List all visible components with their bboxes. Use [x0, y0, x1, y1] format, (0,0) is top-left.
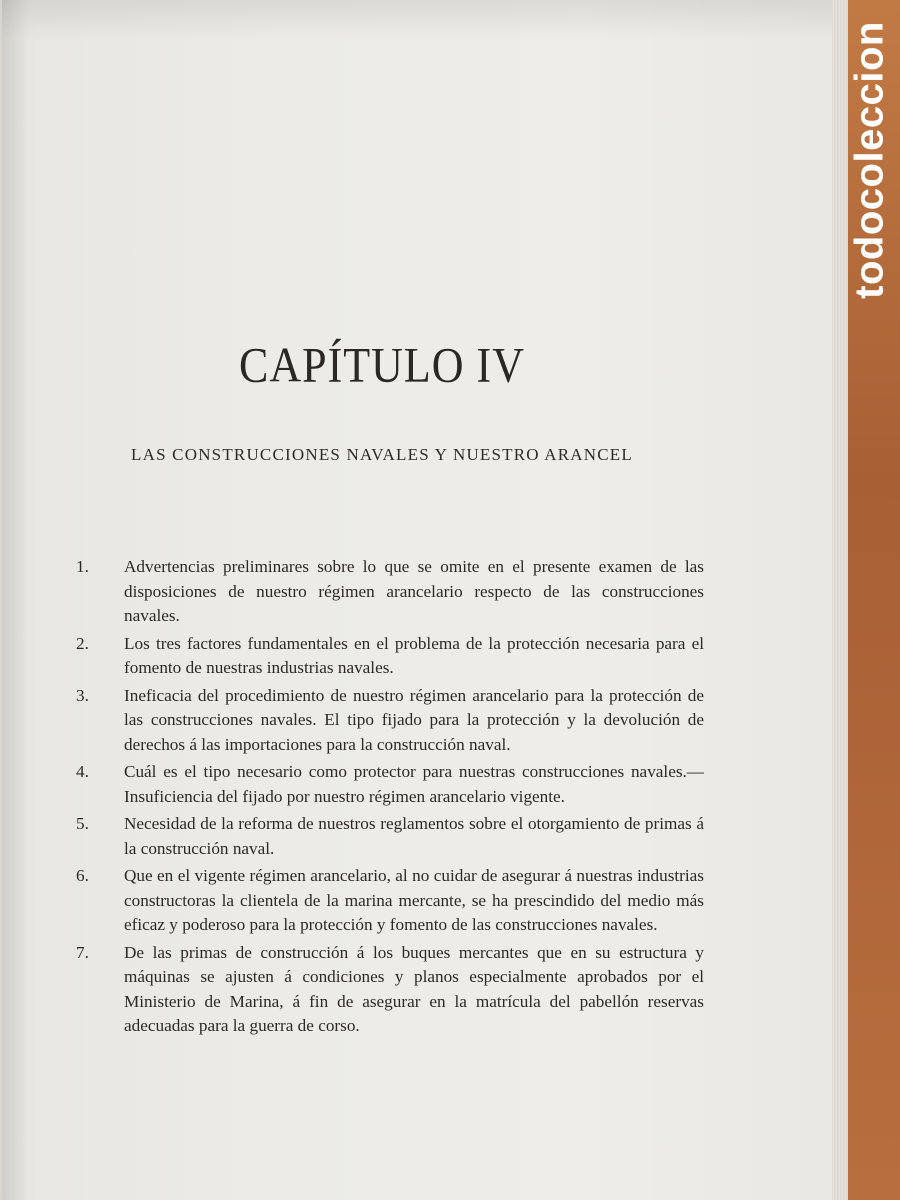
item-text: Que en el vigente régimen arancelario, al no cuidar de asegurar á nuestras industrias constructoras la clientela de la marina mercante, se ha prescindido del medio más eficaz y poderoso para la protección y fomento de las construcciones navales. [124, 866, 704, 934]
item-number: 2. [76, 633, 89, 653]
item-text: Los tres factores fundamentales en el problema de la protección necesaria para el fomento de nuestras industrias navales. [124, 633, 704, 677]
item-text: Necesidad de la reforma de nuestros reglamentos sobre el otorgamiento de primas á la construcción naval. [124, 814, 704, 858]
item-number: 3. [76, 685, 89, 705]
item-number: 5. [76, 814, 89, 833]
contents-item-3 [74, 684, 704, 758]
item-text: De las primas de construcción á los buques mercantes que en su estructura y máquinas se ajusten á condiciones y planos especialmente aprobados por el Ministerio de Marina, á fin de asegurar en la matrícula del pabellón reservas adecuadas para la guerra de corso. [124, 942, 704, 1035]
item-number: 7. [76, 942, 89, 962]
book-page [2, 0, 834, 1200]
item-number: 6. [76, 866, 89, 885]
contents-item-2 [74, 632, 704, 681]
item-text: Cuál es el tipo necesario como protector para nuestras construcciones navales.—Insuficiencia del fijado por nuestro régimen arancelario vigente. [124, 762, 704, 806]
watermark-text: todocoleccion [847, 21, 892, 299]
chapter-subtitle: LAS CONSTRUCCIONES NAVALES Y NUESTRO ARANCEL [131, 445, 633, 464]
contents-item-1 [74, 555, 704, 629]
chapter-title: CAPÍTULO IV [239, 338, 525, 393]
chapter-contents-list [74, 555, 704, 1042]
item-text: Ineficacia del procedimiento de nuestro régimen arancelario para la protección de las construcciones navales. El tipo fijado para la protección y la devolución de derechos á las importaciones para la construcción naval. [124, 685, 704, 754]
item-text: Advertencias preliminares sobre lo que se omite en el presente examen de las disposiciones de nuestro régimen arancelario respecto de las construcciones navales. [124, 557, 704, 625]
item-number: 4. [76, 762, 89, 781]
page-shadow [2, 0, 834, 40]
contents-item-4 [74, 760, 704, 809]
watermark [848, 10, 892, 310]
page-edges [832, 0, 848, 1200]
contents-item-6 [74, 864, 704, 938]
contents-item-7 [74, 941, 704, 1039]
item-number: 1. [76, 557, 89, 576]
contents-item-5 [74, 812, 704, 861]
